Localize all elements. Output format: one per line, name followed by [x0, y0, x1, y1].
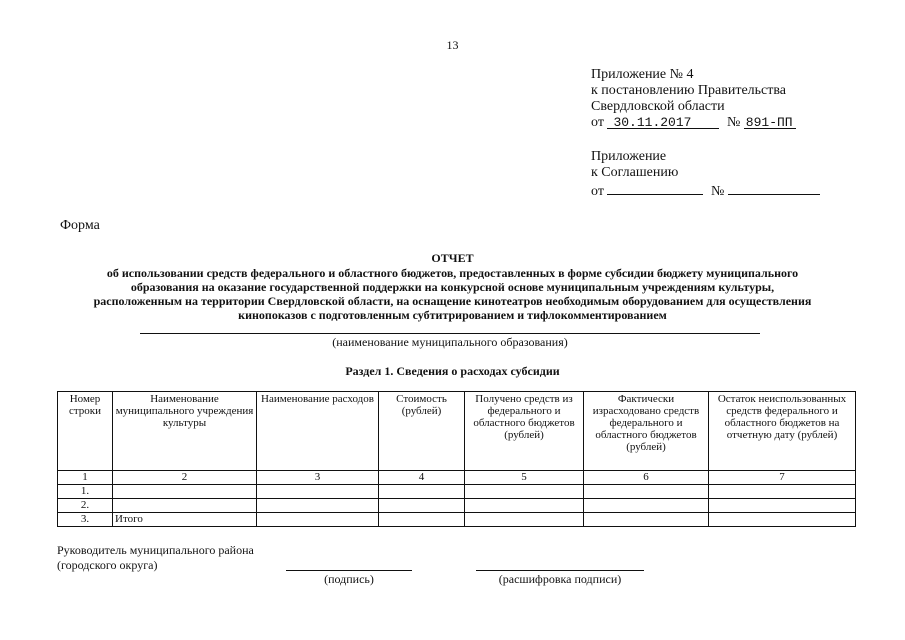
- column-number-row: [58, 471, 856, 485]
- header-cell: Получено средств из федерального и областного бюджетов (рублей): [465, 392, 584, 471]
- number-prefix: №: [726, 115, 741, 130]
- header-cell: Стоимость (рублей): [379, 392, 465, 471]
- resolution-number-value: 891-ПП: [745, 115, 793, 130]
- signature-caption: (подпись): [324, 572, 374, 586]
- header-cell: Фактически израсходовано средств федерального и областного бюджетов (рублей): [584, 392, 709, 471]
- expenses-table: [57, 391, 856, 527]
- resolution-date-row: [591, 115, 796, 131]
- signature-decode-caption: (расшифровка подписи): [498, 572, 622, 586]
- appendix-resolution: [591, 67, 796, 131]
- header-cell: Остаток неиспользованных средств федерального и областного бюджетов на отчетную дату (рублей): [709, 392, 856, 471]
- table-row-total: [58, 513, 856, 527]
- page-number: 13: [446, 38, 459, 52]
- row-number: 1.: [58, 485, 113, 499]
- table-cell[interactable]: [257, 499, 379, 513]
- agreement-date-field[interactable]: [607, 181, 703, 195]
- row-number: 3.: [58, 513, 113, 527]
- agreement-number-prefix: №: [710, 184, 725, 199]
- agreement-line2: к Соглашению: [591, 165, 679, 180]
- agreement-date-row: [591, 181, 820, 200]
- appendix-agreement: [591, 149, 820, 200]
- table-header-row: [58, 392, 856, 471]
- table-cell[interactable]: [709, 499, 856, 513]
- appendix-line1: Приложение № 4: [591, 67, 694, 82]
- table-row: [58, 485, 856, 499]
- table-cell[interactable]: [584, 499, 709, 513]
- signature-decode-line[interactable]: [476, 570, 644, 571]
- report-title: ОТЧЕТ: [431, 251, 474, 265]
- table-row: [58, 499, 856, 513]
- municipality-caption: (наименование муниципального образования): [332, 335, 568, 349]
- report-subtitle-line-1: об использовании средств федерального и областного бюджетов, предоставленных в форме субсидии бюджету муниципального: [106, 266, 799, 280]
- header-cell: Наименование расходов: [257, 392, 379, 471]
- signature-line[interactable]: [286, 570, 412, 571]
- column-number: 2: [113, 471, 257, 485]
- report-subtitle-line-3: расположенным на территории Свердловской области, на оснащение кинотеатров необходимым оборудованием для осуществления: [93, 294, 812, 308]
- agreement-number-field[interactable]: [728, 181, 820, 195]
- report-subtitle-line-4: кинопоказов с подготовленным субтитрированием и тифлокомментированием: [238, 308, 667, 322]
- table-cell[interactable]: [257, 485, 379, 499]
- form-label: Форма: [60, 218, 100, 233]
- resolution-date-value: 30.11.2017: [613, 115, 692, 130]
- table-cell[interactable]: [379, 485, 465, 499]
- column-number: 6: [584, 471, 709, 485]
- column-number: 1: [58, 471, 113, 485]
- appendix-line2: к постановлению Правительства: [591, 83, 787, 98]
- signatory-role-line1: Руководитель муниципального района: [57, 543, 254, 557]
- section-title: Раздел 1. Сведения о расходах субсидии: [345, 364, 560, 378]
- row-name-total: Итого: [113, 513, 257, 527]
- appendix-line3: Свердловской области: [591, 99, 725, 114]
- row-name[interactable]: [113, 485, 257, 499]
- table-cell[interactable]: [584, 513, 709, 527]
- report-subtitle-line-2: образования на оказание государственной поддержки на конкурсной основе муниципальным учреждениям культуры,: [130, 280, 775, 294]
- header-cell: Номер строки: [58, 392, 113, 471]
- resolution-number: [744, 115, 796, 129]
- signatory-role-line2: (городского округа): [57, 558, 158, 572]
- table-cell[interactable]: [379, 513, 465, 527]
- column-number: 5: [465, 471, 584, 485]
- date-prefix: от: [591, 115, 604, 130]
- column-number: 7: [709, 471, 856, 485]
- row-name[interactable]: [113, 499, 257, 513]
- header-cell: Наименование муниципального учреждения культуры: [113, 392, 257, 471]
- resolution-date: [607, 115, 719, 129]
- table-cell[interactable]: [709, 513, 856, 527]
- table-cell[interactable]: [465, 513, 584, 527]
- column-number: 3: [257, 471, 379, 485]
- municipality-name-line[interactable]: [140, 333, 760, 334]
- column-number: 4: [379, 471, 465, 485]
- agreement-date-prefix: от: [591, 184, 604, 199]
- table-cell[interactable]: [379, 499, 465, 513]
- row-number: 2.: [58, 499, 113, 513]
- table-cell[interactable]: [257, 513, 379, 527]
- table-cell[interactable]: [465, 485, 584, 499]
- table-cell[interactable]: [709, 485, 856, 499]
- agreement-line1: Приложение: [591, 149, 667, 164]
- table-cell[interactable]: [465, 499, 584, 513]
- table-cell[interactable]: [584, 485, 709, 499]
